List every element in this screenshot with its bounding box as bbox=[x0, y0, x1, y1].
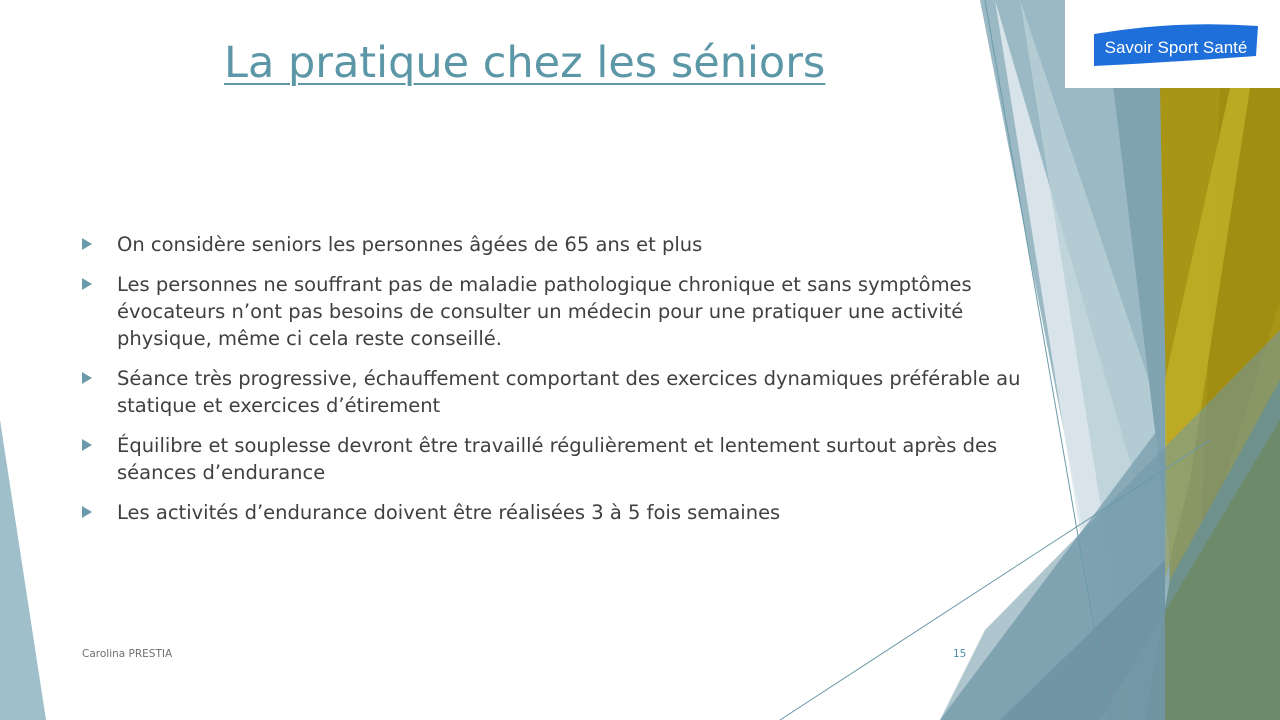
bullet-text: Équilibre et souplesse devront être travaillé régulièrement et lentement surtout après des séances d’endurance bbox=[117, 434, 998, 484]
bullet-item bbox=[82, 499, 1062, 526]
bullet-text: Séance très progressive, échauffement comportant des exercices dynamiques préférable au statique et exercices d’étirement bbox=[117, 367, 1021, 417]
bullet-triangle-icon bbox=[82, 372, 92, 384]
savoir-sport-sante-logo bbox=[1090, 22, 1262, 68]
footer-author: Carolina PRESTIA bbox=[82, 648, 173, 660]
logo-text: Savoir Sport Santé bbox=[1104, 38, 1248, 57]
bullet-text: Les personnes ne souffrant pas de maladie pathologique chronique et sans symptômes évocateurs n’ont pas besoins de consulter un médecin pour une pratiquer une activité physique, même ci cela reste conseillé. bbox=[117, 273, 972, 350]
bullet-item bbox=[82, 365, 1062, 419]
slide-title: La pratique chez les séniors bbox=[224, 38, 826, 88]
bullet-triangle-icon bbox=[82, 506, 92, 518]
bullet-triangle-icon bbox=[82, 439, 92, 451]
bullet-item bbox=[82, 231, 1062, 258]
bullet-triangle-icon bbox=[82, 278, 92, 290]
bullet-text: Les activités d’endurance doivent être réalisées 3 à 5 fois semaines bbox=[117, 501, 781, 524]
page-number: 15 bbox=[953, 648, 967, 660]
bullet-triangle-icon bbox=[82, 238, 92, 250]
bullet-item bbox=[82, 432, 1062, 486]
bullet-list bbox=[82, 231, 1062, 539]
bullet-item bbox=[82, 271, 1062, 352]
bullet-text: On considère seniors les personnes âgées de 65 ans et plus bbox=[117, 233, 703, 256]
